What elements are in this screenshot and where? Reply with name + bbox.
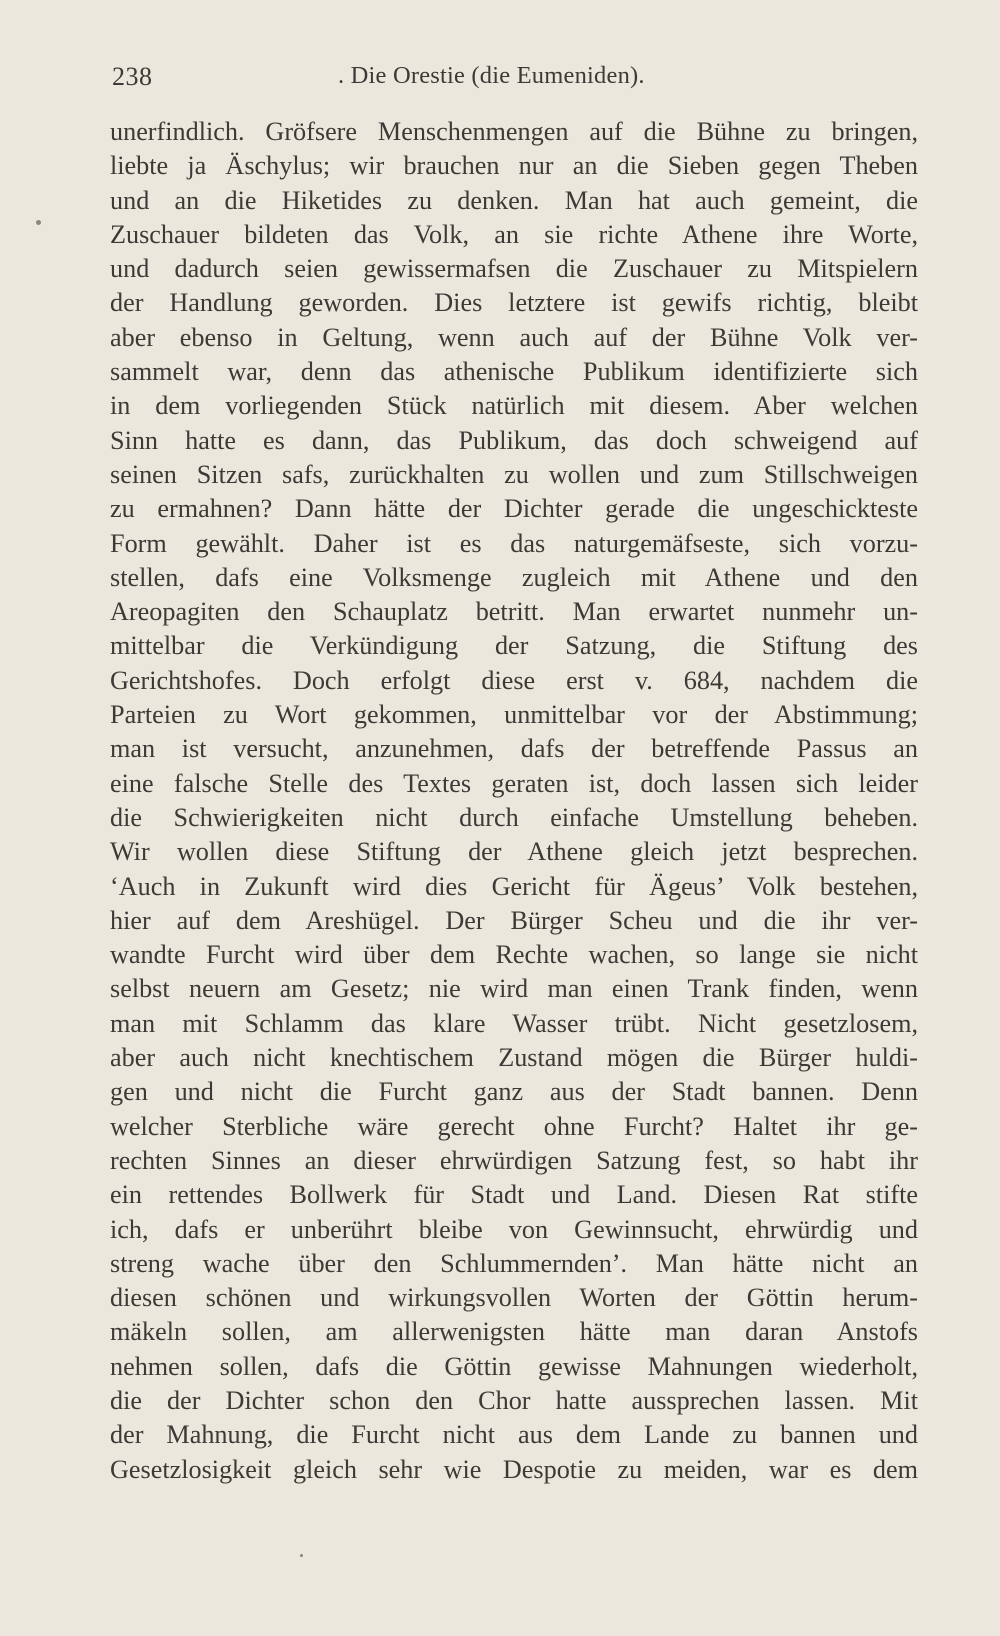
body-text [110,115,918,1487]
text-line: selbst neuern am Gesetz; nie wird man einen Trank finden, wenn [110,974,918,1004]
text-line: liebte ja Äschylus; wir brauchen nur an die Sieben gegen Theben [110,151,918,181]
text-line: in dem vorliegenden Stück natürlich mit diesem. Aber welchen [110,391,918,421]
text-line: gen und nicht die Furcht ganz aus der Stadt bannen. Denn [110,1077,918,1107]
text-line: Sinn hatte es dann, das Publikum, das doch schweigend auf [110,425,918,455]
text-line: eine falsche Stelle des Textes geraten ist, doch lassen sich leider [110,768,918,798]
paper-speck [300,1554,303,1557]
text-line: unerfindlich. Gröfsere Menschenmengen auf die Bühne zu bringen, [110,117,918,146]
page-number: 238 [112,62,153,91]
text-line: mäkeln sollen, am allerwenigsten hätte man daran Anstofs [110,1317,918,1347]
text-line: und dadurch seien gewissermafsen die Zuschauer zu Mitspielern [110,254,918,284]
text-line: ein rettendes Bollwerk für Stadt und Land. Diesen Rat stifte [110,1180,918,1210]
text-line: und an die Hiketides zu denken. Man hat auch gemeint, die [110,185,918,215]
text-line: die Schwierigkeiten nicht durch einfache Umstellung beheben. [110,802,918,832]
running-title: . Die Orestie (die Eumeniden). [338,62,645,89]
text-line: Gerichtshofes. Doch erfolgt diese erst v. 684, nachdem die [110,665,918,695]
text-line: ‘Auch in Zukunft wird dies Gericht für Ägeus’ Volk bestehen, [110,871,918,901]
text-line: welcher Sterbliche wäre gerecht ohne Furcht? Haltet ihr ge- [110,1111,918,1141]
text-line: streng wache über den Schlummernden’. Man hätte nicht an [110,1248,918,1278]
text-line: Gesetzlosigkeit gleich sehr wie Despotie zu meiden, war es dem [110,1454,918,1484]
text-line: ich, dafs er unberührt bleibe von Gewinnsucht, ehrwürdig und [110,1214,918,1244]
text-line: Zuschauer bildeten das Volk, an sie richte Athene ihre Worte, [110,219,918,249]
text-line: Form gewählt. Daher ist es das naturgemäfseste, sich vorzu- [110,528,918,558]
text-line: rechten Sinnes an dieser ehrwürdigen Satzung fest, so habt ihr [110,1145,918,1175]
text-line: Wir wollen diese Stiftung der Athene gleich jetzt besprechen. [110,837,918,867]
text-line: Parteien zu Wort gekommen, unmittelbar vor der Abstimmung; [110,700,918,730]
text-line: man ist versucht, anzunehmen, dafs der betreffende Passus an [110,734,918,764]
text-line: hier auf dem Areshügel. Der Bürger Scheu und die ihr ver- [110,905,918,935]
text-line: mittelbar die Verkündigung der Satzung, die Stiftung des [110,631,918,661]
text-line: aber auch nicht knechtischem Zustand mögen die Bürger huldi- [110,1043,918,1073]
text-line: seinen Sitzen safs, zurückhalten zu wollen und zum Stillschweigen [110,459,918,489]
text-line: aber ebenso in Geltung, wenn auch auf der Bühne Volk ver- [110,322,918,352]
text-line: die der Dichter schon den Chor hatte aussprechen lassen. Mit [110,1385,918,1415]
text-line: stellen, dafs eine Volksmenge zugleich mit Athene und den [110,562,918,592]
paper-speck [36,220,41,225]
text-line: man mit Schlamm das klare Wasser trübt. Nicht gesetzlosem, [110,1008,918,1038]
text-line: wandte Furcht wird über dem Rechte wachen, so lange sie nicht [110,940,918,970]
page-header [112,58,932,98]
text-line: nehmen sollen, dafs die Göttin gewisse Mahnungen wiederholt, [110,1351,918,1381]
text-line: der Handlung geworden. Dies letztere ist gewifs richtig, bleibt [110,288,918,318]
text-line: sammelt war, denn das athenische Publikum identifizierte sich [110,357,918,387]
text-line: Areopagiten den Schauplatz betritt. Man erwartet nunmehr un- [110,597,918,627]
text-line: diesen schönen und wirkungsvollen Worten der Göttin herum- [110,1283,918,1313]
text-line: der Mahnung, die Furcht nicht aus dem Lande zu bannen und [110,1420,918,1450]
text-line: zu ermahnen? Dann hätte der Dichter gerade die ungeschickteste [110,494,918,524]
